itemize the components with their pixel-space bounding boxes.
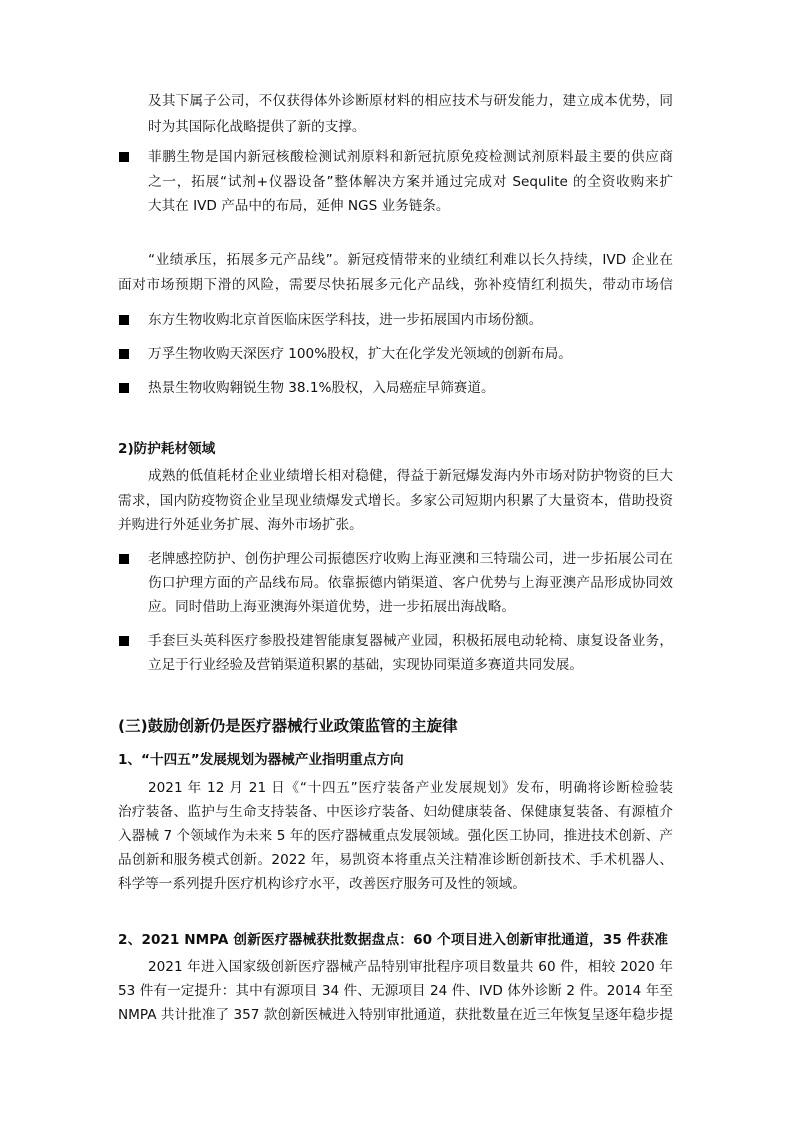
paragraph-line: 入器械 7 个领域作为未来 5 年的医疗器械重点发展领域。强化医工协同，推进技术创新、产: [118, 828, 673, 844]
bullet-line: 东方生物收购北京首医临床医学科技，进一步拓展国内市场份额。: [148, 312, 543, 328]
paragraph-line: 53 件有一定提升：其中有源项目 34 件、无源项目 24 件、IVD 体外诊断 2 件。2014 年至: [118, 983, 673, 999]
bullet-line: 立足于行业经验及营销渠道积累的基础，实现协同渠道多赛道共同发展。: [148, 657, 583, 673]
paragraph-line: “业绩承压，拓展多元产品线”。新冠疫情带来的业绩红利难以长久持续，IVD 企业在: [148, 252, 673, 268]
paragraph-line: 品创新和服务模式创新。2022 年，易凯资本将重点关注精准诊断创新技术、手术机器人、: [118, 852, 673, 868]
bullet-square-icon: [119, 152, 129, 162]
bullet-line: 老牌感控防护、创伤护理公司振德医疗收购上海亚澳和三特瑞公司，进一步拓展公司在: [148, 551, 673, 567]
bullet-square-icon: [119, 383, 129, 393]
bullet-square-icon: [119, 315, 129, 325]
paragraph-line: 时为其国际化战略提供了新的支撑。: [148, 119, 366, 135]
subsection-heading: 1、“十四五”发展规划为器械产业指明重点方向: [118, 752, 404, 768]
paragraph-line: 治疗装备、监护与生命支持装备、中医诊疗装备、妇幼健康装备、保健康复装备、有源植介: [118, 804, 673, 820]
paragraph-line: 面对市场预期下滑的风险，需要尽快拓展多元化产品线，弥补疫情红利损失，带动市场信: [118, 277, 673, 293]
bullet-line: 之一，拓展“试剂+仪器设备”整体解决方案并通过完成对 Sequlite 的全资收购来扩: [148, 174, 673, 190]
bullet-line: 万孚生物收购天深医疗 100%股权，扩大在化学发光领域的创新布局。: [148, 346, 572, 362]
chapter-heading: (三)鼓励创新仍是医疗器械行业政策监管的主旋律: [118, 717, 458, 735]
paragraph-line: 科学等一系列提升医疗机构诊疗水平，改善医疗服务可及性的领域。: [118, 876, 526, 892]
bullet-line: 手套巨头英科医疗参股投建智能康复器械产业园，积极拓展电动轮椅、康复设备业务，: [148, 633, 673, 649]
bullet-square-icon: [119, 349, 129, 359]
bullet-line: 菲鹏生物是国内新冠核酸检测试剂原料和新冠抗原免疫检测试剂原料最主要的供应商: [148, 149, 673, 165]
paragraph-line: 及其下属子公司，不仅获得体外诊断原材料的相应技术与研发能力，建立成本优势，同: [148, 93, 673, 109]
bullet-square-icon: [119, 636, 129, 646]
section-heading: 2)防护耗材领域: [118, 441, 216, 457]
bullet-line: 应。同时借助上海亚澳海外渠道优势，进一步拓展出海战略。: [148, 599, 516, 615]
bullet-line: 热景生物收购翱锐生物 38.1%股权，入局癌症早筛赛道。: [148, 380, 495, 396]
bullet-square-icon: [119, 554, 129, 564]
paragraph-line: 2021 年进入国家级创新医疗器械产品特别审批程序项目数量共 60 件，相较 2020 年: [148, 959, 673, 975]
paragraph-line: 成熟的低值耗材企业业绩增长相对稳健，得益于新冠爆发海内外市场对防护物资的巨大: [148, 468, 673, 484]
bullet-line: 大其在 IVD 产品中的布局，延伸 NGS 业务链条。: [148, 198, 450, 214]
paragraph-line: 2021 年 12 月 21 日《“十四五”医疗装备产业发展规划》发布，明确将诊断检验装: [148, 780, 673, 796]
bullet-line: 伤口护理方面的产品线布局。依靠振德内销渠道、客户优势与上海亚澳产品形成协同效: [148, 575, 673, 591]
paragraph-line: NMPA 共计批准了 357 款创新医械进入特别审批通道，获批数量在近三年恢复呈逐年稳步提: [118, 1007, 673, 1023]
paragraph-line: 并购进行外延业务扩展、海外市场扩张。: [118, 517, 363, 533]
paragraph-line: 需求，国内防疫物资企业呈现业绩爆发式增长。多家公司短期内积累了大量资本，借助投资: [118, 493, 673, 509]
subsection-heading: 2、2021 NMPA 创新医疗器械获批数据盘点：60 个项目进入创新审批通道，35 件获准: [118, 932, 668, 948]
